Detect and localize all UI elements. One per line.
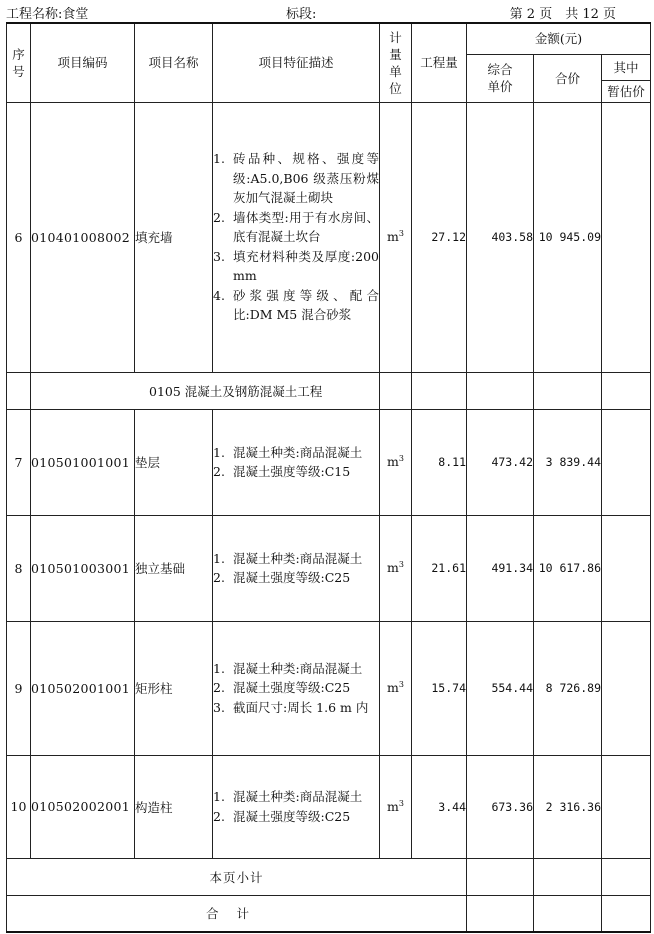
cell-qty: 8.11 — [412, 409, 467, 515]
unit-superscript: 3 — [398, 454, 404, 464]
cell-unit-price: 473.42 — [467, 409, 534, 515]
feature-text: 截面尺寸:周长 1.6 m 内 — [233, 699, 369, 715]
cell-name: 构造柱 — [135, 755, 213, 858]
cell-code: 010501001001 — [31, 409, 135, 515]
feature-text: 混凝土强度等级:C15 — [233, 464, 351, 479]
unit-superscript: 3 — [398, 229, 404, 239]
unit-text: m — [387, 560, 399, 576]
feature-text: 砂浆强度等级、配合比:DM M5 混合砂浆 — [233, 287, 379, 323]
cell-empty — [7, 372, 31, 409]
cell-provisional — [602, 755, 651, 858]
cell-total: 8 726.89 — [534, 621, 602, 755]
col-header-unit-text: 计量单位 — [389, 29, 402, 96]
feature-list — [213, 659, 379, 718]
unit-text: m — [387, 799, 399, 815]
feature-item: 2. 混凝土强度等级:C25 — [213, 808, 351, 824]
cell-unit — [380, 621, 412, 755]
table-row — [7, 755, 651, 858]
cell-code: 010401008002 — [31, 102, 135, 372]
feature-item: 1. 砖品种、规格、强度等级:A5.0,B06 级蒸压粉煤灰加气混凝土砌块 — [213, 151, 379, 206]
total-label: 合计 — [7, 895, 467, 932]
cell-empty — [467, 895, 534, 932]
cell-provisional — [602, 621, 651, 755]
unit-superscript: 3 — [398, 560, 404, 570]
cell-unit-price: 554.44 — [467, 621, 534, 755]
cell-total: 10 945.09 — [534, 102, 602, 372]
feature-text: 混凝土种类:商品混凝土 — [233, 660, 363, 676]
total-row — [7, 895, 651, 932]
feature-text: 混凝土种类:商品混凝土 — [233, 789, 363, 804]
feature-text: 混凝土种类:商品混凝土 — [233, 550, 363, 566]
feature-item: 3. 填充材料种类及厚度:200 mm — [213, 248, 379, 284]
col-header-unit-price-text: 综合单价 — [487, 62, 513, 94]
cell-provisional — [602, 409, 651, 515]
feature-text: 混凝土种类:商品混凝土 — [233, 444, 363, 460]
feature-list — [213, 149, 379, 325]
col-header-qty: 工程量 — [412, 23, 467, 102]
feature-item: 1. 混凝土种类:商品混凝土 — [213, 660, 363, 676]
feature-text: 墙体类型:用于有水房间、底有混凝土坎台 — [233, 209, 379, 245]
col-header-among: 其中 — [602, 54, 651, 80]
cell-empty — [602, 895, 651, 932]
cell-empty — [380, 372, 412, 409]
cell-name: 垫层 — [135, 409, 213, 515]
cell-seq: 9 — [7, 621, 31, 755]
subtotal-row — [7, 858, 651, 895]
cell-unit — [380, 755, 412, 858]
cell-name: 独立基础 — [135, 515, 213, 621]
table-row — [7, 102, 651, 372]
section-row — [7, 372, 651, 409]
cell-features — [213, 515, 380, 621]
feature-item: 1. 混凝土种类:商品混凝土 — [213, 550, 363, 566]
cell-unit-price: 673.36 — [467, 755, 534, 858]
feature-item: 2. 混凝土强度等级:C25 — [213, 680, 351, 696]
section-title: 0105 混凝土及钢筋混凝土工程 — [31, 372, 380, 409]
page-indicator: 第 2 页 共 12 页 — [509, 7, 616, 22]
col-header-desc: 项目特征描述 — [213, 23, 380, 102]
cell-name: 矩形柱 — [135, 621, 213, 755]
cell-seq: 10 — [7, 755, 31, 858]
cell-qty: 21.61 — [412, 515, 467, 621]
cell-total: 3 839.44 — [534, 409, 602, 515]
feature-text: 混凝土强度等级:C25 — [233, 570, 351, 585]
cell-provisional — [602, 102, 651, 372]
feature-list — [213, 549, 379, 588]
col-header-unit — [380, 23, 412, 102]
col-header-amount: 金额(元) — [467, 23, 651, 54]
cell-empty — [412, 372, 467, 409]
feature-list — [213, 443, 379, 482]
bill-of-quantities-table — [6, 22, 651, 933]
cell-features — [213, 409, 380, 515]
cell-unit — [380, 515, 412, 621]
feature-text: 混凝土强度等级:C25 — [233, 680, 351, 696]
col-header-provisional: 暂估价 — [602, 80, 651, 102]
table-row — [7, 409, 651, 515]
feature-item: 2. 混凝土强度等级:C25 — [213, 570, 351, 585]
cell-seq: 8 — [7, 515, 31, 621]
document-header — [0, 0, 654, 22]
project-name: 工程名称:食堂 — [6, 7, 89, 22]
col-header-seq — [7, 23, 31, 102]
cell-empty — [602, 372, 651, 409]
cell-qty: 27.12 — [412, 102, 467, 372]
cell-qty: 15.74 — [412, 621, 467, 755]
cell-unit-price: 491.34 — [467, 515, 534, 621]
subtotal-label: 本页小计 — [7, 858, 467, 895]
feature-text: 砖品种、规格、强度等级:A5.0,B06 级蒸压粉煤灰加气混凝土砌块 — [233, 151, 379, 206]
cell-qty: 3.44 — [412, 755, 467, 858]
unit-text: m — [387, 229, 399, 245]
cell-empty — [467, 858, 534, 895]
cell-features — [213, 621, 380, 755]
col-header-code: 项目编码 — [31, 23, 135, 102]
cell-seq: 6 — [7, 102, 31, 372]
cell-features — [213, 755, 380, 858]
unit-text: m — [387, 680, 399, 696]
unit-text: m — [387, 454, 399, 470]
feature-item: 3. 截面尺寸:周长 1.6 m 内 — [213, 699, 369, 715]
cell-name: 填充墙 — [135, 102, 213, 372]
cell-empty — [467, 372, 534, 409]
col-header-seq-text: 序号 — [12, 46, 25, 79]
cell-features — [213, 102, 380, 372]
feature-list — [213, 787, 379, 826]
table-row — [7, 621, 651, 755]
cell-empty — [602, 858, 651, 895]
col-header-unit-price — [467, 54, 534, 102]
cell-code: 010502002001 — [31, 755, 135, 858]
cell-total: 10 617.86 — [534, 515, 602, 621]
col-header-name: 项目名称 — [135, 23, 213, 102]
feature-item: 4. 砂浆强度等级、配合比:DM M5 混合砂浆 — [213, 287, 379, 323]
cell-empty — [534, 895, 602, 932]
cell-seq: 7 — [7, 409, 31, 515]
feature-item: 1. 混凝土种类:商品混凝土 — [213, 789, 363, 804]
cell-unit-price: 403.58 — [467, 102, 534, 372]
feature-item: 2. 墙体类型:用于有水房间、底有混凝土坎台 — [213, 209, 379, 245]
cell-code: 010501003001 — [31, 515, 135, 621]
cell-unit — [380, 102, 412, 372]
col-header-total: 合价 — [534, 54, 602, 102]
cell-empty — [534, 372, 602, 409]
table-row — [7, 515, 651, 621]
feature-text: 混凝土强度等级:C25 — [233, 808, 351, 824]
cell-total: 2 316.36 — [534, 755, 602, 858]
unit-superscript: 3 — [398, 798, 404, 808]
cell-unit — [380, 409, 412, 515]
unit-superscript: 3 — [398, 680, 404, 690]
cell-empty — [534, 858, 602, 895]
cell-provisional — [602, 515, 651, 621]
section-label: 标段: — [286, 7, 317, 22]
feature-item: 1. 混凝土种类:商品混凝土 — [213, 444, 363, 460]
cell-code: 010502001001 — [31, 621, 135, 755]
feature-text: 填充材料种类及厚度:200 mm — [233, 248, 379, 284]
feature-item: 2. 混凝土强度等级:C15 — [213, 464, 351, 479]
